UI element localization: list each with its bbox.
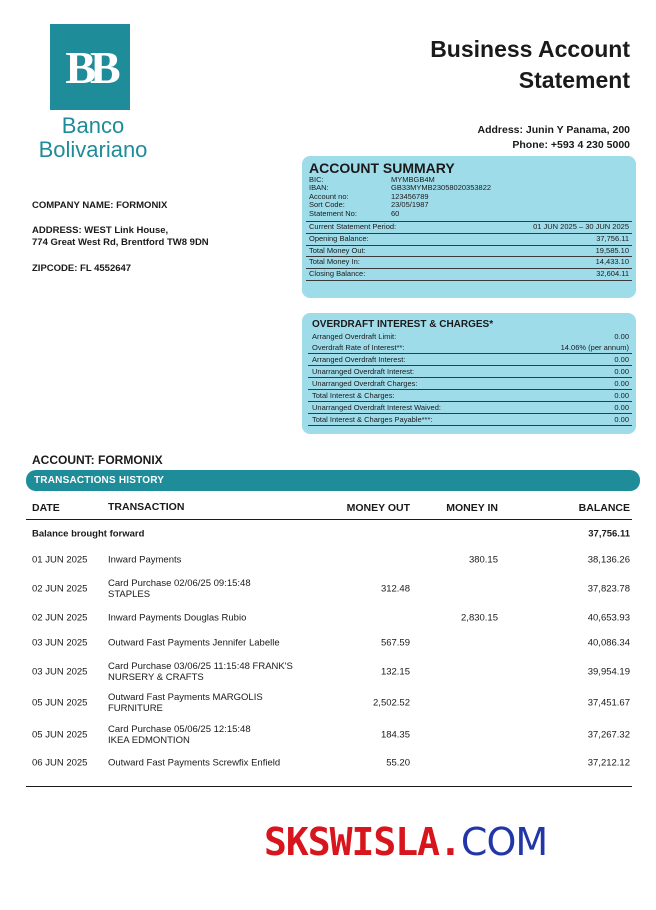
account-detail-label: Statement No: [309,208,357,218]
bank-logo [50,24,130,110]
overdraft-row-value: 0.00 [614,332,629,341]
overdraft-row [308,413,632,426]
account-detail-label: Sort Code: [309,200,345,210]
watermark-part1: SKSWISLA [264,820,440,864]
row-transaction-line2: IKEA EDMONTION [108,734,190,746]
account-detail-label: IBAN: [309,183,329,193]
transaction-rows [26,548,632,776]
company-name: COMPANY NAME: FORMONIX [32,200,168,211]
row-date: 03 JUN 2025 [32,666,88,677]
summary-row [306,221,632,233]
overdraft-row [308,365,632,377]
row-transaction-line1: Inward Payments [108,554,182,566]
overdraft-title: OVERDRAFT INTEREST & CHARGES* [312,319,494,330]
row-transaction [108,724,328,746]
watermark-part2: COM [460,820,548,864]
summary-row-label: Current Statement Period: [309,222,397,232]
brought-forward-balance: 37,756.11 [588,528,630,540]
row-transaction [108,613,328,624]
row-transaction-line2: STAPLES [108,589,151,600]
row-transaction-line1: Inward Payments Douglas Rubio [108,612,247,624]
account-detail-row [309,193,632,201]
company-address-line1: ADDRESS: WEST Link House, [32,225,169,236]
account-detail-row [309,210,632,218]
overdraft-row [308,331,632,342]
row-transaction-line1: Outward Fast Payments Jennifer Labelle [108,637,280,649]
bank-name-line1: Banco [61,113,125,138]
account-detail-row [309,201,632,209]
row-transaction-line1: Card Purchase 03/06/25 11:15:48 FRANK'S [108,660,293,672]
company-zipcode: ZIPCODE: FL 4552647 [32,263,132,274]
overdraft-row [308,353,632,365]
header-money-out: MONEY OUT [346,502,410,514]
row-date: 02 JUN 2025 [32,583,88,595]
row-date: 05 JUN 2025 [32,729,88,740]
company-address-line2: 774 Great West Rd, Brentford TW8 9DN [32,237,209,248]
overdraft-row-label: Unarranged Overdraft Interest Waived: [312,403,441,412]
row-money-out: 2,502.52 [373,697,410,709]
document-title-line2: Statement [518,67,630,93]
table-header [26,496,632,520]
row-transaction-line1: Card Purchase 05/06/25 12:15:48 [108,723,251,735]
header-transaction: TRANSACTION [108,501,185,513]
account-detail-label: BIC: [309,175,324,184]
summary-row-value: 01 JUN 2025 – 30 JUN 2025 [533,222,629,232]
table-row [26,687,632,719]
bank-address: Address: Junin Y Panama, 200 [477,124,630,136]
watermark [264,820,547,864]
row-date: 05 JUN 2025 [32,697,88,709]
row-money-out: 184.35 [380,729,410,740]
summary-row-value: 32,604.11 [596,269,629,279]
row-transaction-line1: Outward Fast Payments Screwfix Enfield [108,757,281,769]
account-label: ACCOUNT: FORMONIX [32,453,163,467]
overdraft-row-label: Overdraft Rate of Interest**: [312,343,405,352]
row-transaction [108,638,328,649]
account-summary-title: ACCOUNT SUMMARY [309,160,455,176]
account-detail-value: MYMBGB4M [391,175,435,184]
bank-name [28,114,158,162]
account-detail-label: Account no: [309,191,349,201]
transactions-table [26,496,632,776]
row-date: 03 JUN 2025 [32,637,88,649]
summary-row-label: Closing Balance: [309,269,366,279]
row-money-out: 132.15 [380,666,410,677]
account-detail-value: 123456789 [391,191,429,201]
table-row [26,572,632,606]
overdraft-row-value: 0.00 [614,367,629,376]
row-balance: 37,823.78 [587,583,630,595]
document-title [430,34,630,96]
row-date: 06 JUN 2025 [32,757,88,769]
table-row [26,719,632,750]
overdraft-row-value: 0.00 [614,355,629,364]
table-row [26,630,632,656]
overdraft-row-label: Total Interest & Charges Payable***: [312,415,433,424]
logo-mark: BB [65,41,115,93]
row-transaction-line2: NURSERY & CRAFTS [108,671,204,683]
table-row [26,548,632,572]
header-date: DATE [32,502,60,514]
balance-brought-forward-row [26,520,632,548]
table-bottom-rule [26,786,632,787]
row-money-in: 2,830.15 [461,612,498,624]
table-row [26,656,632,687]
overdraft-row [308,401,632,413]
summary-row-label: Total Money In: [309,257,360,267]
transactions-history-bar: TRANSACTIONS HISTORY [26,470,640,491]
bank-name-line2: Bolivariano [38,137,148,162]
row-balance: 39,954.19 [587,666,630,677]
overdraft-row-label: Unarranged Overdraft Charges: [312,379,418,388]
account-detail-value: GB33MYMB23058020353822 [391,183,492,193]
account-summary-panel [302,156,636,298]
summary-row-value: 14,433.10 [595,257,629,267]
summary-row [306,256,632,268]
overdraft-row-value: 14.06% (per annum) [560,343,629,352]
bank-phone: Phone: +593 4 230 5000 [512,139,630,151]
overdraft-row [308,342,632,353]
document-title-line1: Business Account [430,36,630,62]
summary-rows [306,221,632,281]
row-transaction [108,578,328,600]
row-transaction [108,661,328,683]
row-balance: 40,086.34 [587,637,630,649]
summary-row-label: Total Money Out: [309,245,366,255]
overdraft-row-value: 0.00 [614,403,629,412]
overdraft-panel [302,313,636,434]
summary-row [306,245,632,257]
row-transaction [108,758,328,769]
overdraft-rows [308,331,632,426]
overdraft-row-label: Unarranged Overdraft Interest: [312,367,415,376]
row-transaction-line1: Outward Fast Payments MARGOLIS [108,692,263,703]
table-row [26,750,632,776]
row-money-in: 380.15 [468,554,498,566]
overdraft-row-value: 0.00 [614,391,629,400]
account-details [306,176,632,218]
overdraft-row [308,377,632,389]
company-address [32,225,209,249]
summary-row-value: 19,585.10 [595,245,629,255]
row-money-out: 55.20 [386,757,410,769]
row-transaction [108,692,328,714]
row-balance: 37,212.12 [587,757,630,769]
row-date: 02 JUN 2025 [32,612,88,624]
account-detail-value: 23/05/1987 [391,200,429,210]
account-detail-value: 60 [391,208,400,218]
row-balance: 40,653.93 [587,612,630,624]
account-detail-row [309,184,632,192]
row-date: 01 JUN 2025 [32,554,88,566]
row-money-out: 312.48 [380,583,410,595]
summary-row-label: Opening Balance: [309,233,369,243]
bank-contact [477,123,630,153]
overdraft-row-label: Arranged Overdraft Interest: [312,355,406,364]
row-balance: 37,451.67 [587,697,630,709]
header-money-in: MONEY IN [446,502,498,514]
overdraft-row-label: Arranged Overdraft Limit: [312,332,397,341]
table-row [26,606,632,630]
row-balance: 37,267.32 [587,729,630,740]
row-transaction-line2: FURNITURE [108,703,163,714]
summary-row-value: 37,756.11 [596,233,629,243]
row-transaction-line1: Card Purchase 02/06/25 09:15:48 [108,578,251,589]
overdraft-row-label: Total Interest & Charges: [312,391,395,400]
summary-row [306,268,632,281]
overdraft-row [308,389,632,401]
row-money-out: 567.59 [380,637,410,649]
watermark-dot: . [439,820,461,864]
row-transaction [108,555,328,566]
row-balance: 38,136.26 [587,554,630,566]
header-balance: BALANCE [578,502,630,514]
overdraft-row-value: 0.00 [614,379,629,388]
brought-forward-label: Balance brought forward [32,528,145,540]
overdraft-row-value: 0.00 [614,415,629,424]
summary-row [306,233,632,245]
